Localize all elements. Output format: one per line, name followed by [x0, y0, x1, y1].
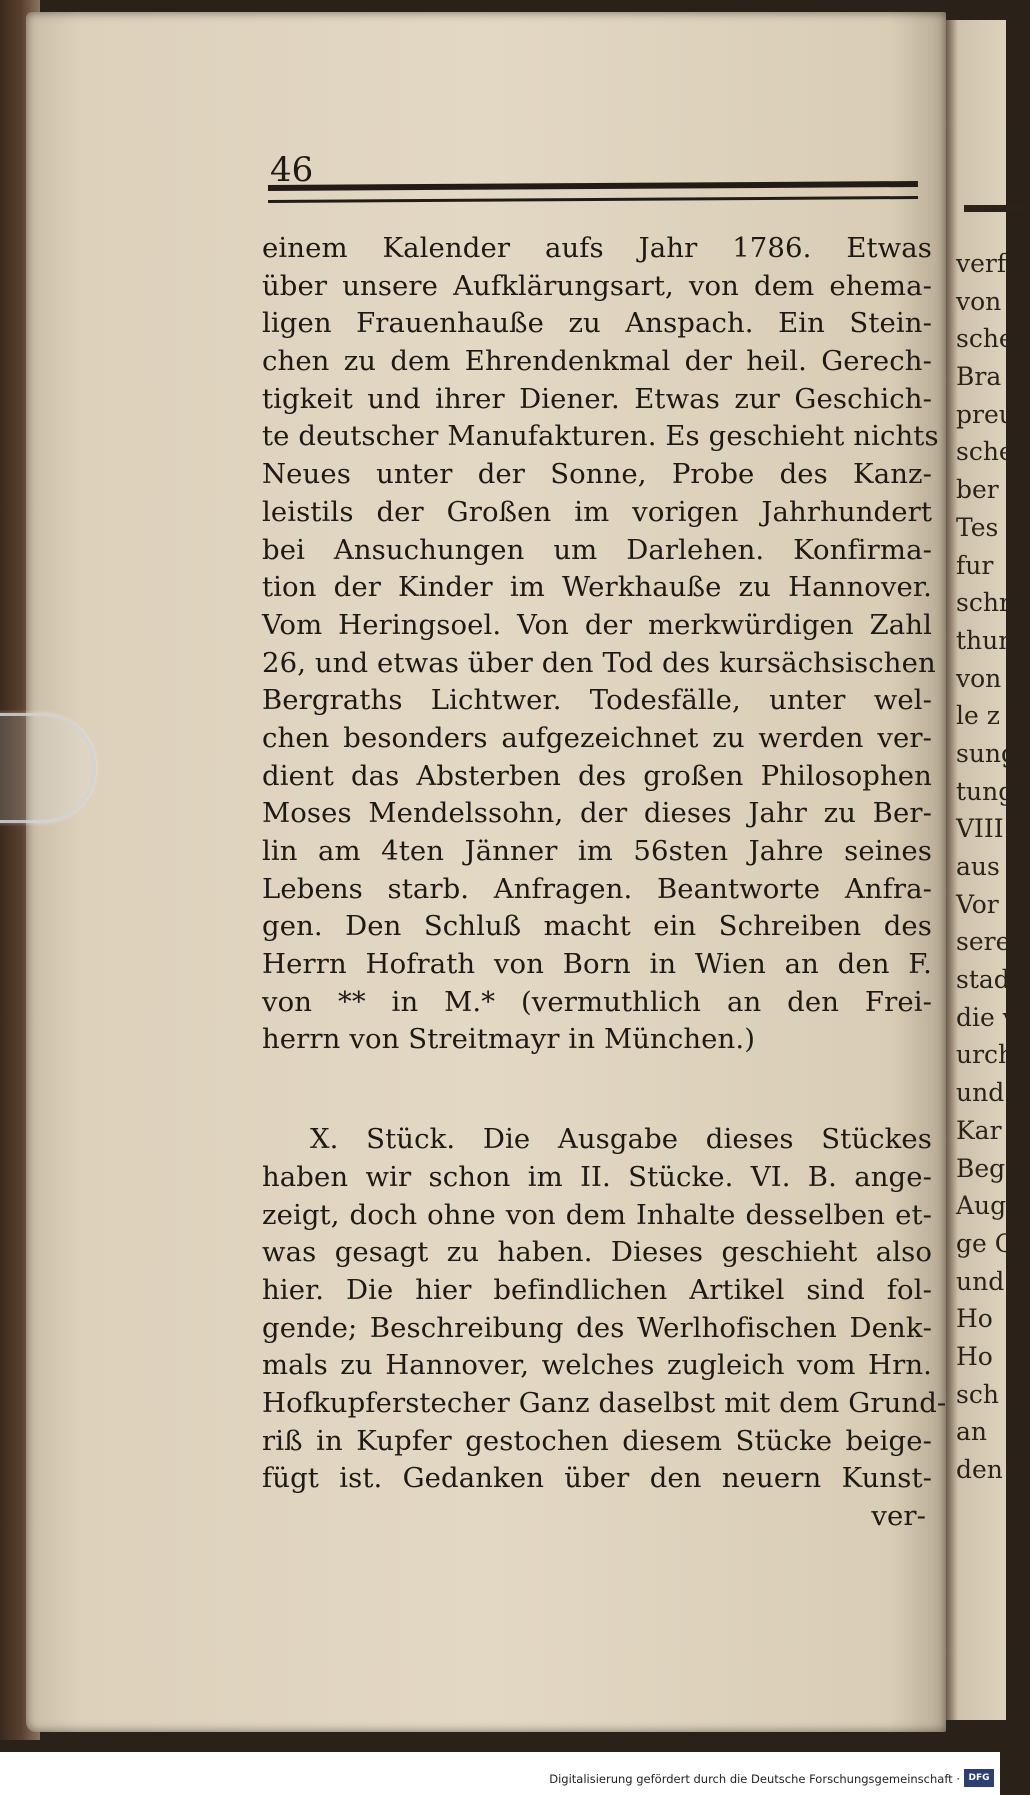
facing-page-fragment: aus	[956, 852, 1000, 881]
text-line: zeigt, doch ohne von dem Inhalte desselben et‑	[262, 1198, 932, 1231]
facing-page-fragment: den	[956, 1455, 1003, 1484]
text-line: einem Kalender aufs Jahr 1786. Etwas	[262, 232, 932, 264]
text-line: dient das Absterben des großen Philosophen	[262, 759, 932, 792]
facing-page-fragment: ge G	[956, 1228, 1015, 1258]
catchword: ver‑	[871, 1500, 926, 1532]
paragraph-2	[262, 1121, 947, 1498]
facing-page-fragment: von S	[956, 286, 1027, 316]
dfg-logo: DFG	[964, 1769, 994, 1787]
page-text	[262, 230, 947, 1536]
facing-page-fragment: Bra	[956, 362, 1002, 392]
facing-page-fragment: und	[956, 1078, 1005, 1108]
text-line: leistils der Großen im vorigen Jahrhundert	[262, 495, 932, 528]
text-line: Moses Mendelssohn, der dieses Jahr zu Ber‑	[262, 797, 932, 830]
facing-page-fragment: ber	[956, 475, 999, 505]
page-number: 46	[270, 150, 314, 190]
facing-page-fragment: schen	[956, 324, 1030, 354]
facing-page-fragment: urch	[956, 1040, 1015, 1070]
facing-page-fragment: Kar	[956, 1115, 1002, 1145]
footer-credit: Digitalisierung gefördert durch die Deutsche Forschungsgemeinschaft ·	[549, 1772, 960, 1786]
facing-page-fragment: und	[956, 1266, 1005, 1296]
facing-page-fragment: an	[956, 1417, 988, 1447]
facing-page-fragment: Tes	[956, 512, 999, 542]
digitization-footer	[0, 1752, 1000, 1795]
text-line: hier. Die hier befindlichen Artikel sind fol‑	[262, 1273, 932, 1306]
text-line: tion der Kinder im Werkhauße zu Hannover.	[262, 571, 932, 604]
facing-page-fragment: sche	[956, 437, 1014, 467]
facing-page-fragment: preu	[956, 399, 1015, 429]
text-line: gen. Den Schluß macht ein Schreiben des	[262, 910, 932, 943]
text-line: te deutscher Manufakturen. Es geschieht nichts	[262, 420, 939, 453]
facing-page-fragment: sung	[956, 738, 1018, 768]
facing-page-fragment: Ho	[956, 1341, 993, 1371]
facing-page-fragment: thun	[956, 625, 1015, 655]
text-line: ligen Frauenhauße zu Anspach. Ein Stein‑	[262, 307, 932, 340]
facing-page-fragment: sere	[956, 927, 1011, 957]
facing-page-fragment: sch	[956, 1379, 999, 1409]
facing-page-fragment: fur	[956, 550, 994, 580]
facing-page-fragment: Vor	[956, 889, 999, 919]
facing-page-fragment: die v	[956, 1002, 1017, 1032]
text-line: herrn von Streitmayr in München.)	[262, 1023, 756, 1056]
facing-page-fragment: Beg	[956, 1153, 1006, 1183]
facing-page-fragment: Aug	[956, 1191, 1007, 1221]
facing-page-edge	[946, 20, 1030, 1720]
text-line: tigkeit und ihrer Diener. Etwas zur Geschich‑	[262, 382, 932, 415]
text-line: lin am 4ten Jänner im 56sten Jahre seines	[262, 835, 932, 867]
text-line: über unsere Aufklärungsart, von dem ehema‑	[262, 269, 932, 302]
facing-page-fragment: Ho	[956, 1304, 993, 1334]
paragraph-1	[262, 230, 939, 1059]
text-line: Neues unter der Sonne, Probe des Kanz‑	[262, 458, 932, 491]
text-line: was gesagt zu haben. Dieses geschieht also	[262, 1236, 932, 1269]
text-line: Lebens starb. Anfragen. Beantworte Anfra‑	[262, 872, 932, 905]
text-line: Bergraths Lichtwer. Todesfälle, unter wel‑	[262, 684, 932, 717]
facing-page-text	[956, 245, 1030, 1489]
text-line: Herrn Hofrath von Born in Wien an den F.	[262, 948, 932, 981]
text-line: riß in Kupfer gestochen diesem Stücke beige‑	[262, 1424, 932, 1457]
text-line: bei Ansuchungen um Darlehen. Konfirma‑	[262, 533, 932, 566]
text-line: gende; Beschreibung des Werlhofischen Denk‑	[262, 1311, 932, 1344]
facing-page-fragment: verfa	[956, 249, 1022, 278]
text-line: 26, und etwas über den Tod des kursächsischen	[262, 646, 936, 679]
text-line: X. Stück. Die Ausgabe dieses Stückes	[310, 1123, 932, 1156]
facing-page-fragment: von	[956, 663, 1002, 693]
text-line: fügt ist. Gedanken über den neuern Kunst‑	[262, 1462, 932, 1495]
facing-page-fragment: stadt	[956, 965, 1020, 995]
text-line: haben wir schon im II. Stücke. VI. B. ange‑	[262, 1160, 932, 1193]
text-line: Hofkupferstecher Ganz daselbst mit dem Grund‑	[262, 1386, 947, 1419]
facing-page-rule	[964, 205, 1024, 212]
text-line: chen zu dem Ehrendenkmal der heil. Gerech‑	[262, 345, 932, 378]
text-line: von ** in M.* (vermuthlich an den Frei‑	[262, 985, 932, 1018]
facing-page-fragment: tung	[956, 776, 1015, 806]
text-line: mals zu Hannover, welches zugleich vom Hrn.	[262, 1349, 932, 1382]
facing-page-fragment: le z	[956, 701, 1000, 731]
facing-page-fragment: schre	[956, 588, 1026, 618]
text-line: chen besonders aufgezeichnet zu werden ver‑	[262, 721, 932, 754]
text-line: Vom Heringsoel. Von der merkwürdigen Zahl	[262, 608, 932, 641]
facing-page-fragment: VIII	[956, 814, 1004, 844]
